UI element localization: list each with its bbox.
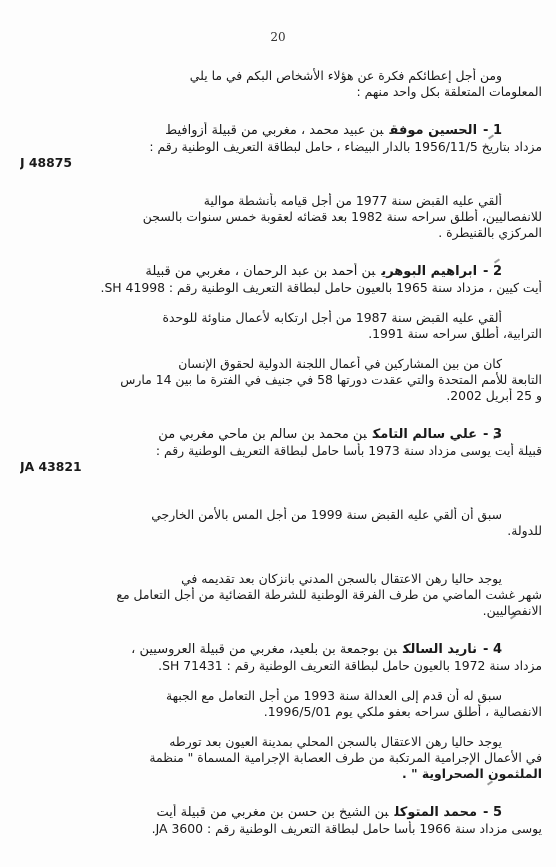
- person-note: يوجد حاليا رهن الاعتقال بالسجن المدني بانزكان بعد تقديمه في: [181, 571, 502, 586]
- person-note: في الأعمال الإجرامية المرتكبة من طرف العصابة الإجرامية المسماة " منظمة: [149, 750, 542, 765]
- person-note: للانفصاليين، أطلق سراحه سنة 1982 بعد قضائه لعقوبة خمس سنوات بالسجن: [142, 209, 542, 224]
- person-note: التابعة للأمم المتحدة والتي عقدت دورتها 58 في جنيف في الفترة ما بين 14 مارس: [120, 372, 542, 387]
- intro-line: ومن أجل إعطائكم فكرة عن هؤلاء الأشخاص البكم في ما يلي: [189, 68, 502, 83]
- page-number: 20: [270, 30, 286, 44]
- person-name: ناريد السالك: [402, 642, 478, 657]
- person-number: 4 -: [483, 642, 502, 657]
- person-note: المركزي بالقنيطرة .: [438, 225, 542, 240]
- person-heading-rest: بن عبيد محمد ، مغربي من قبيلة أزوافيط: [165, 123, 384, 138]
- person-id-number: JA 43821: [20, 459, 82, 474]
- person-note: سبق له أن قدم إلى العدالة سنة 1993 من أجل التعامل مع الجبهة: [165, 688, 502, 703]
- person-note: ألقي عليه القبض سنة 1987 من أجل ارتكابه لأعمال مناوئة للوحدة: [162, 310, 502, 325]
- person-number: 3 -: [483, 427, 502, 442]
- person-heading-rest: بن الشيخ بن حسن بن مغربي من قبيلة أيت: [156, 805, 389, 820]
- person-name: ابراهيم البوهري: [381, 264, 478, 279]
- person-detail: يوسى مزداد سنة 1966 بأسا حامل لبطاقة التعريف الوطنية رقم : JA 3600.: [151, 821, 542, 836]
- person-name: علي سالم التامك: [372, 427, 478, 442]
- person-note: يوجد حاليا رهن الاعتقال بالسجن المحلي بمدينة العيون بعد تورطه: [169, 734, 502, 749]
- person-id-number: J 48875: [20, 155, 73, 170]
- person-note: الانفصالية ، أطلق سراحه بعفو ملكي يوم 1996/5/01.: [263, 704, 542, 719]
- person-heading: [20, 804, 542, 821]
- person-note: للدولة.: [507, 523, 542, 538]
- person-number: 2 -: [483, 264, 502, 279]
- person-detail: مزداد سنة 1972 بالعيون حامل لبطاقة التعريف الوطنية رقم : SH 71431.: [158, 658, 542, 673]
- person-note: كان من بين المشاركين في أعمال اللجنة الدولية لحقوق الإنسان: [178, 356, 502, 371]
- person-note: الترابية، أطلق سراحه سنة 1991.: [368, 326, 542, 341]
- person-note: الانفصاليين.: [482, 603, 542, 618]
- person-detail: قبيلة أيت يوسى مزداد سنة 1973 بأسا حامل لبطاقة التعريف الوطنية رقم :: [155, 443, 542, 458]
- person-heading-rest: بن أحمد بن عبد الرحمان ، مغربي من قبيلة: [145, 264, 376, 279]
- person-name: محمد المتوكل: [394, 805, 478, 820]
- person-note: الملثمون الصحراوية " .: [402, 766, 542, 781]
- person-note: شهر غشت الماضي من طرف الفرقة الوطنية للشرطة القضائية من أجل التعامل مع: [116, 587, 542, 602]
- person-heading-rest: بن بوجمعة بن بلعيد، مغربي من قبيلة العروسيين ،: [131, 642, 397, 657]
- person-detail: مزداد بتاريخ 1956/11/5 بالدار البيضاء ، حامل لبطاقة التعريف الوطنية رقم :: [149, 139, 542, 154]
- person-heading: [20, 641, 542, 658]
- person-note: و 25 أبريل 2002.: [446, 388, 542, 403]
- person-detail: أيت كيين ، مزداد سنة 1965 بالعيون حامل لبطاقة التعريف الوطنية رقم : SH 41998.: [100, 280, 542, 295]
- person-name: الحسين موفق: [389, 123, 478, 138]
- person-heading: [20, 263, 542, 280]
- document-body: [20, 68, 542, 837]
- intro-line: المعلومات المتعلقة بكل واحد منهم :: [356, 84, 542, 99]
- person-heading-rest: بن محمد بن سالم بن ماحي مغربي من: [158, 427, 367, 442]
- person-number: 5 -: [483, 805, 502, 820]
- person-note: ألقي عليه القبض سنة 1977 من أجل قيامه بأنشطة موالية: [203, 193, 502, 208]
- person-heading: [20, 426, 542, 443]
- person-heading: [20, 122, 542, 139]
- person-note: سبق أن ألقي عليه القبض سنة 1999 من أجل المس بالأمن الخارجي: [151, 507, 502, 522]
- person-number: 1 -: [483, 123, 502, 138]
